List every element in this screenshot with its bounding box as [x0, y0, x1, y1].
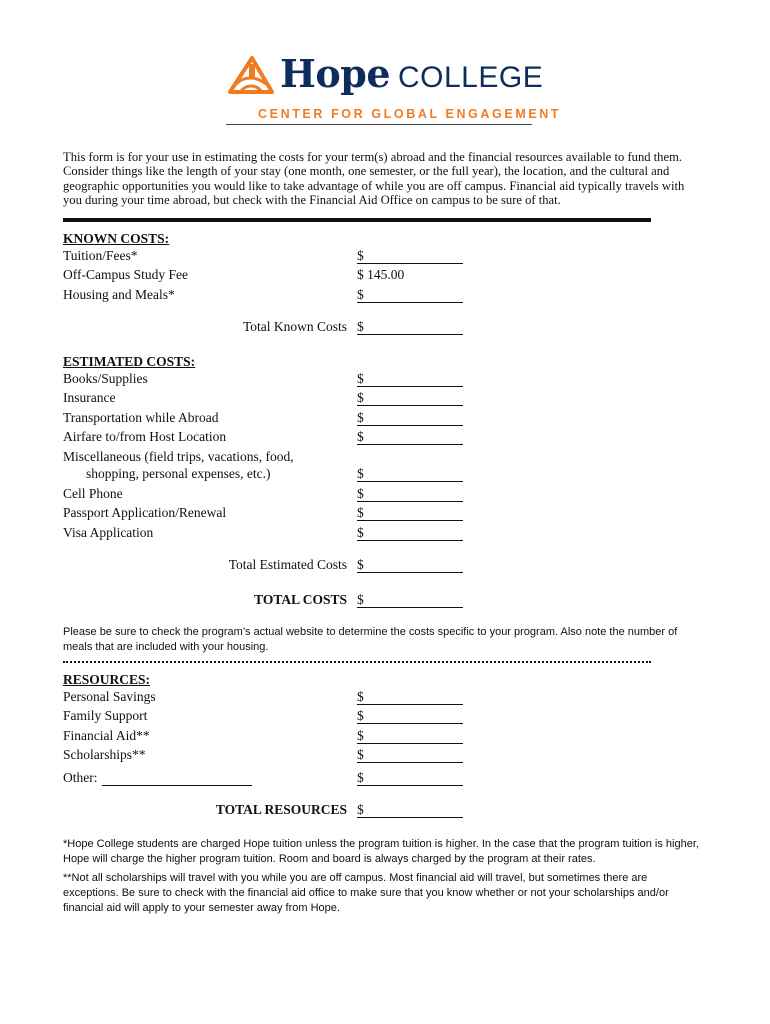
estimated-cost-label: Insurance	[63, 390, 116, 405]
amount-value: $	[357, 525, 364, 540]
resource-amount-field[interactable]	[357, 708, 463, 724]
amount-value: $	[357, 708, 364, 723]
resource-amount-field[interactable]	[357, 689, 463, 705]
amount-value: $	[357, 287, 364, 302]
amount-value: $	[357, 429, 364, 444]
amount-value: $	[357, 410, 364, 425]
amount-value: $	[357, 248, 364, 263]
amount-value: $	[357, 371, 364, 386]
estimated-cost-label: Miscellaneous (field trips, vacations, food,	[63, 449, 294, 464]
known-cost-label: Tuition/Fees*	[63, 248, 138, 263]
header-divider	[226, 124, 532, 125]
total-known-costs-label: Total Known Costs	[242, 319, 347, 334]
amount-value: $	[357, 557, 364, 572]
estimated-cost-label: Books/Supplies	[63, 371, 148, 386]
amount-value: $	[357, 689, 364, 704]
known-costs-heading: KNOWN COSTS:	[63, 231, 170, 246]
amount-value: $	[357, 728, 364, 743]
header	[0, 0, 770, 130]
estimated-cost-label: Cell Phone	[63, 486, 123, 501]
intro-paragraph: This form is for your use in estimating the costs for your term(s) abroad and the financial resources available to fund them. Consider things like the length of your stay (one month, one semester, or the full year), the location, and the cultural and geographic opportunities you would like to take advantage of while you are off campus. Financial aid typically travels with you during your time abroad, but check with the Financial Aid Office on campus to be sure of that.	[63, 150, 685, 207]
amount-value: $ 145.00	[357, 267, 405, 282]
total-estimated-costs-label: Total Estimated Costs	[228, 557, 347, 572]
resource-amount-field[interactable]	[357, 728, 463, 744]
amount-value: $	[357, 486, 364, 501]
total-costs-field[interactable]	[357, 592, 463, 608]
estimated-cost-label: Visa Application	[63, 525, 154, 540]
logo-college-text: COLLEGE	[398, 61, 544, 94]
estimated-cost-label-continued: shopping, personal expenses, etc.)	[86, 466, 271, 481]
estimated-cost-amount-field[interactable]	[357, 371, 463, 387]
estimated-cost-amount-field[interactable]	[357, 390, 463, 406]
resources-heading: RESOURCES:	[63, 672, 151, 687]
estimated-cost-label: Passport Application/Renewal	[63, 505, 227, 520]
known-cost-amount-field[interactable]	[357, 248, 463, 264]
estimated-cost-label: Airfare to/from Host Location	[63, 429, 227, 444]
known-cost-amount-field[interactable]	[357, 267, 463, 282]
known-cost-label: Housing and Meals*	[63, 287, 175, 302]
estimated-cost-amount-field[interactable]	[357, 525, 463, 541]
amount-value: $	[357, 592, 364, 607]
estimated-cost-amount-field[interactable]	[357, 505, 463, 521]
program-costs-note: Please be sure to check the program’s actual website to determine the costs specific to your program. Also note the number of meals that are included with your housing.	[63, 626, 678, 653]
amount-value: $	[357, 770, 364, 785]
estimated-cost-amount-field[interactable]	[357, 429, 463, 445]
known-cost-label: Off-Campus Study Fee	[63, 267, 188, 282]
section-divider	[63, 218, 651, 222]
estimated-cost-amount-field[interactable]	[357, 466, 463, 482]
known-cost-amount-field[interactable]	[357, 287, 463, 303]
resource-label: Other:	[63, 770, 98, 785]
total-known-costs-field[interactable]	[357, 319, 463, 335]
estimated-cost-label: Transportation while Abroad	[63, 410, 219, 425]
amount-value: $	[357, 466, 364, 481]
estimated-cost-amount-field[interactable]	[357, 410, 463, 426]
hope-anchor-logo-icon	[226, 54, 276, 98]
amount-value: $	[357, 319, 364, 334]
total-costs-label: TOTAL COSTS	[254, 592, 347, 607]
estimated-costs-heading: ESTIMATED COSTS:	[63, 354, 196, 369]
resource-label: Personal Savings	[63, 689, 156, 704]
amount-value: $	[357, 802, 364, 817]
footnote-tuition: *Hope College students are charged Hope tuition unless the program tuition is higher. In the case that the program tuition is higher, Hope will charge the higher program tuition. Room and board is always charged by the program at their rates.	[63, 838, 699, 865]
resource-amount-field[interactable]	[357, 747, 463, 763]
footnote-scholarships: **Not all scholarships will travel with you while you are off campus. Most financial aid will travel, but sometimes there are exceptions. Be sure to check with the financial aid office to make sure that you know whether or not your scholarships and/or financial aid will apply to your semester away from Hope.	[63, 872, 669, 914]
dotted-divider	[63, 661, 651, 663]
resource-label: Financial Aid**	[63, 728, 150, 743]
resource-amount-field[interactable]	[357, 770, 463, 786]
amount-value: $	[357, 505, 364, 520]
logo-subtitle: CENTER FOR GLOBAL ENGAGEMENT	[258, 107, 562, 121]
resource-label: Family Support	[63, 708, 148, 723]
estimated-cost-amount-field[interactable]	[357, 486, 463, 502]
resource-label: Scholarships**	[63, 747, 146, 762]
total-resources-label: TOTAL RESOURCES	[215, 802, 347, 817]
amount-value: $	[357, 747, 364, 762]
resource-other-row	[63, 770, 252, 786]
amount-value: $	[357, 390, 364, 405]
total-resources-field[interactable]	[357, 802, 463, 818]
total-estimated-costs-field[interactable]	[357, 557, 463, 573]
other-resource-input[interactable]	[102, 773, 252, 786]
logo-hope-text: Hope	[280, 51, 390, 96]
